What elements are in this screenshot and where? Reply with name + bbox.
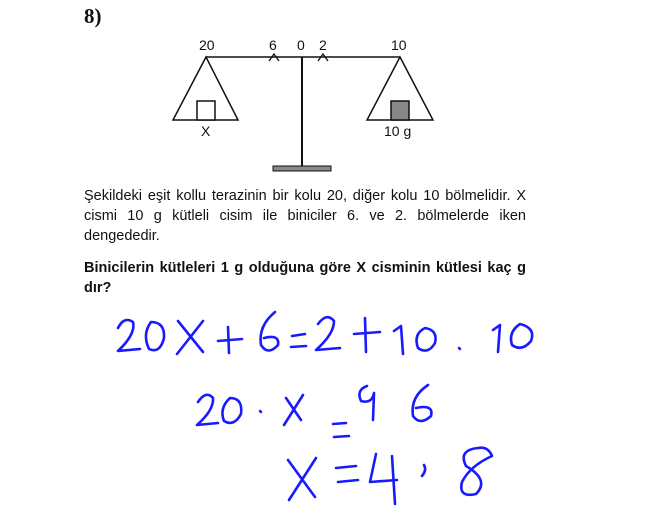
- hw2-9: [359, 386, 374, 420]
- hw-plus: [218, 327, 242, 353]
- hw3-x: [288, 458, 316, 500]
- hw-2b: [316, 317, 340, 350]
- hw-plus2: [354, 318, 380, 352]
- hw2-eq: [333, 423, 349, 437]
- problem-statement: Şekildeki eşit kollu terazinin bir kolu 20, diğer kolu 10 bölmelidir. X cismi 10 g kütleli cisim ile biniciler 6. ve 2. bölmelerde iken dengededir.: [84, 188, 526, 244]
- hw-0: [146, 322, 164, 350]
- hw-eq: [291, 334, 306, 347]
- mark-20: 20: [199, 37, 215, 53]
- hw3-eq: [336, 466, 358, 482]
- hw2-dot: [260, 411, 261, 412]
- hw2-2: [197, 395, 218, 425]
- hw-2: [118, 320, 140, 351]
- mark-10: 10: [391, 37, 407, 53]
- hw3-4: [370, 454, 397, 504]
- hw-dot: [459, 348, 460, 349]
- question-number: 8): [84, 4, 102, 28]
- hw3-8: [461, 448, 492, 495]
- hw2-0: [222, 398, 241, 423]
- hw-0c: [511, 324, 532, 348]
- problem-question: Binicilerin kütleleri 1 g olduğuna göre X cisminin kütlesi kaç g dır?: [84, 260, 526, 296]
- hw-1b: [493, 325, 500, 352]
- hw2-x: [284, 395, 303, 425]
- hw2-6: [413, 385, 432, 421]
- hw3-comma: [422, 465, 425, 476]
- hw-0b: [417, 328, 436, 351]
- hw-6: [261, 312, 279, 351]
- mark-6: 6: [269, 37, 277, 53]
- mark-2: 2: [319, 37, 327, 53]
- hw-x: [177, 321, 203, 354]
- mark-0: 0: [297, 37, 305, 53]
- right-pan-label: 10 g: [384, 123, 412, 139]
- left-pan-label: X: [201, 123, 211, 139]
- hw-1: [394, 326, 403, 354]
